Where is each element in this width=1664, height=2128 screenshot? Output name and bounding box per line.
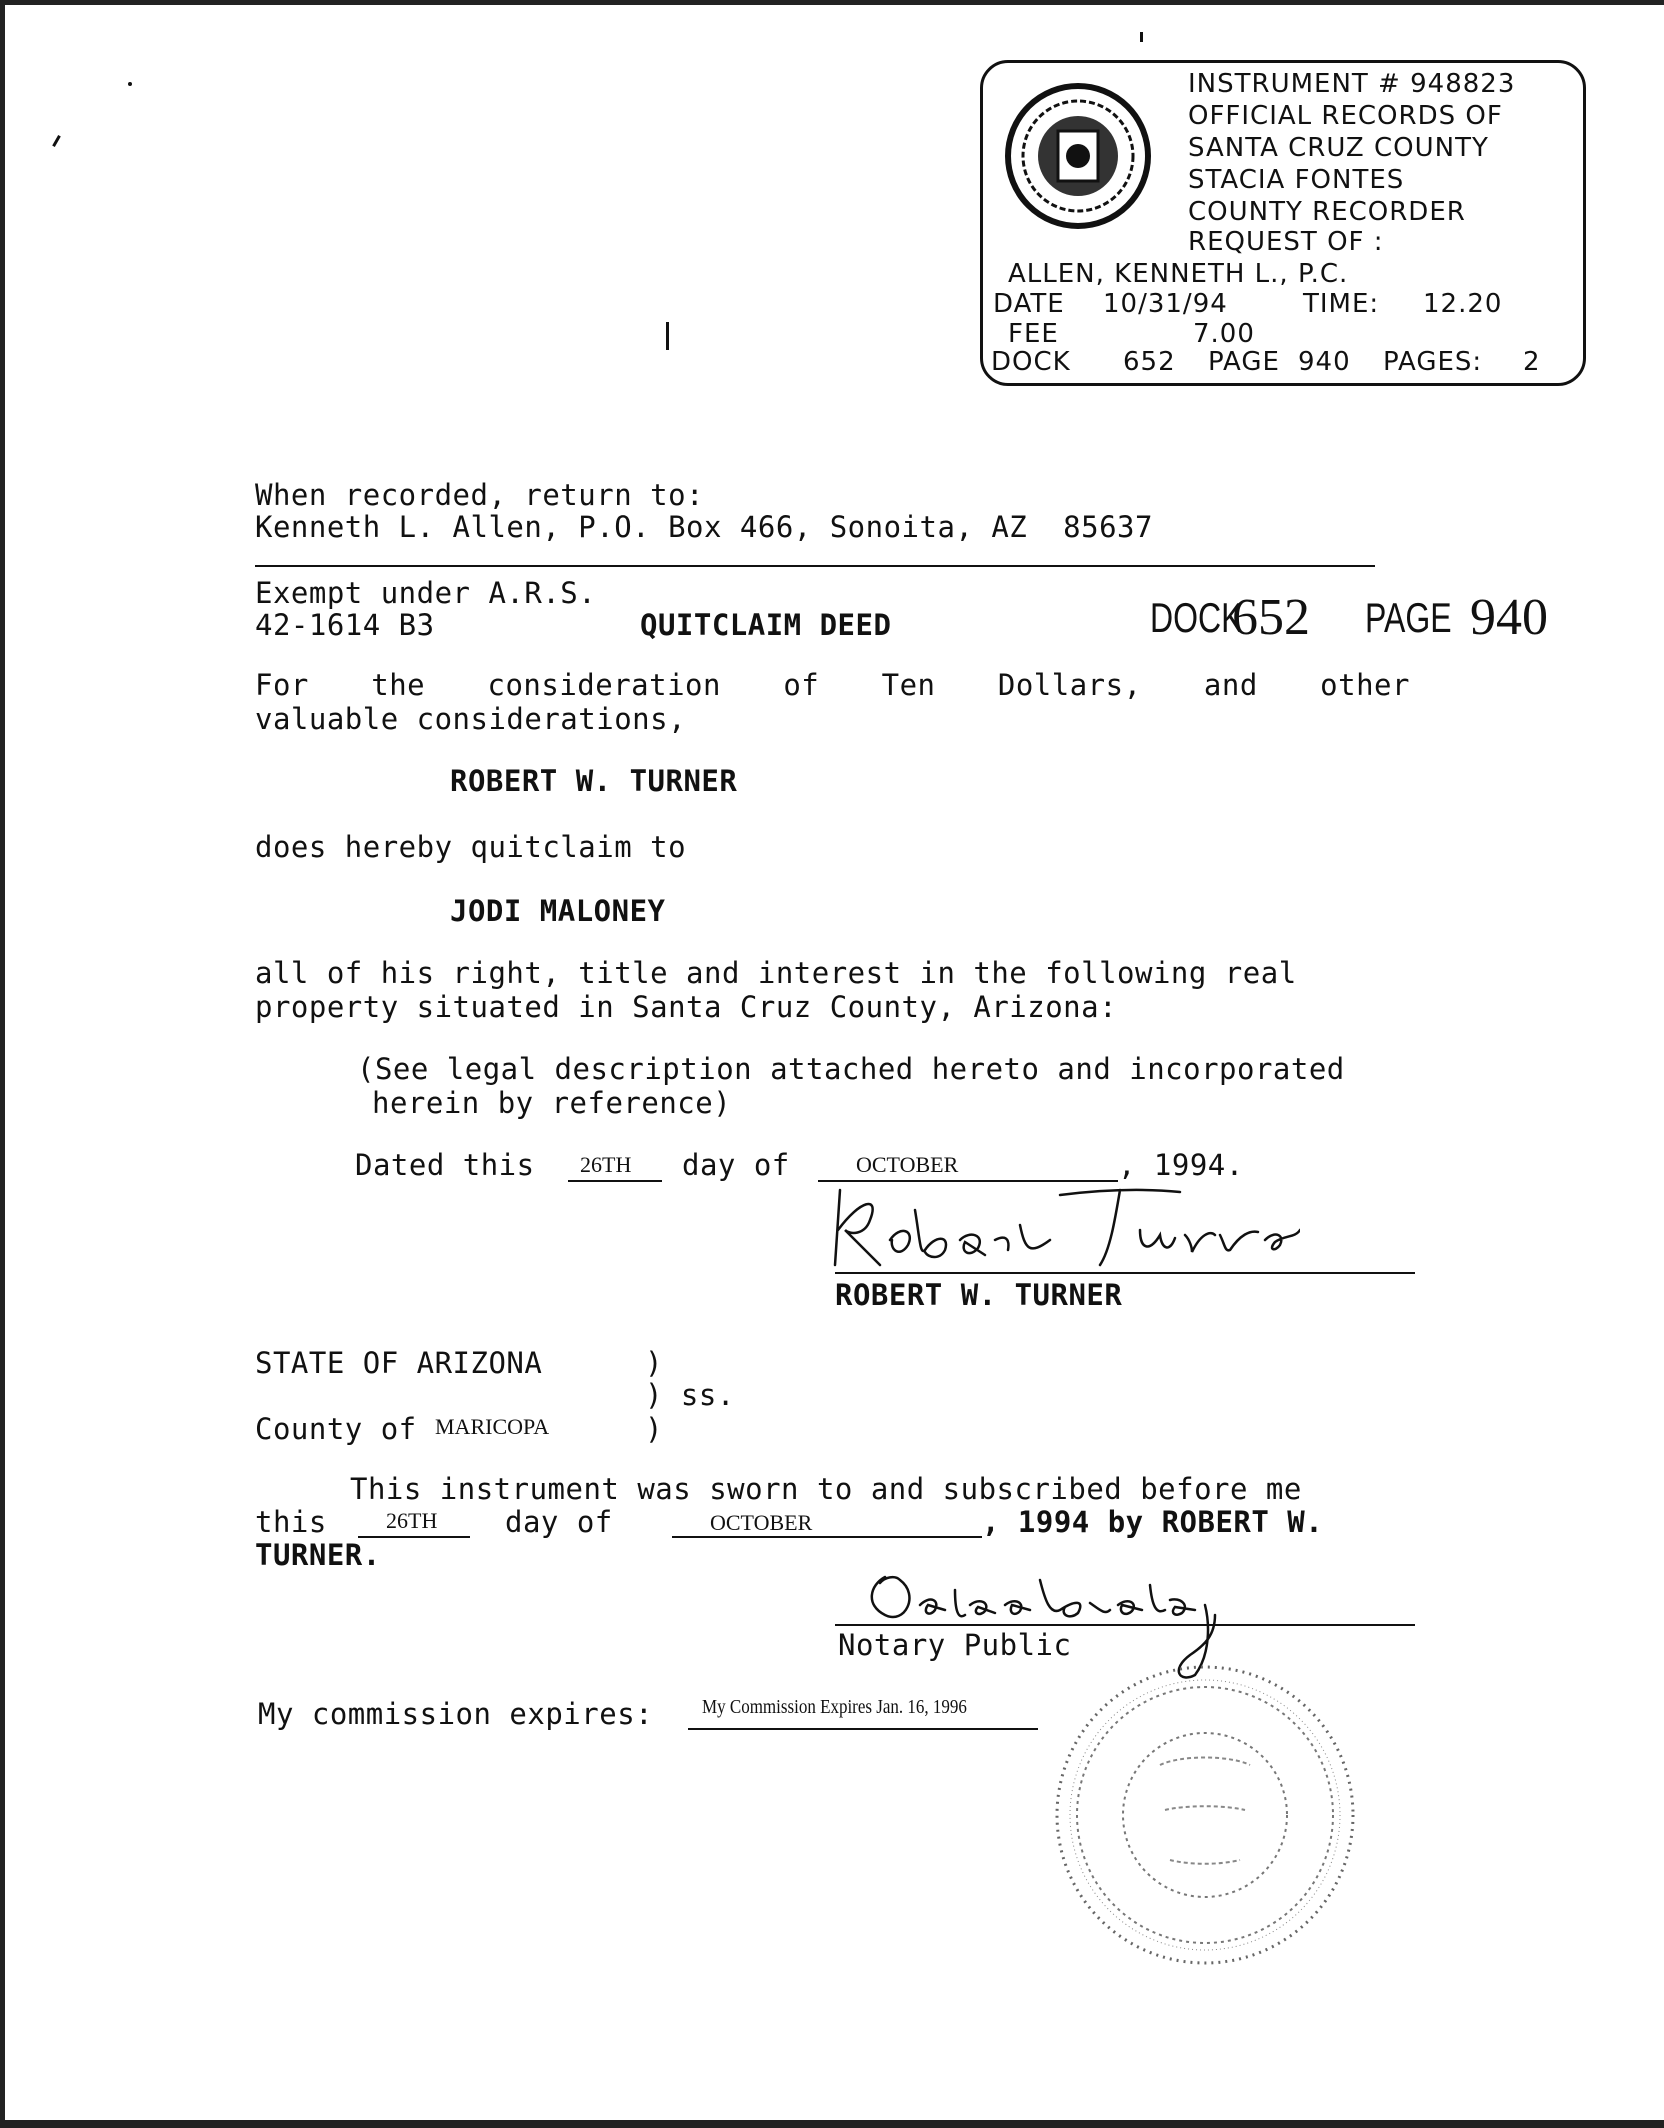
consideration-word: Ten [881, 668, 936, 702]
consideration-word: and [1203, 668, 1258, 702]
return-to-address: Kenneth L. Allen, P.O. Box 466, Sonoita, AZ 85637 [255, 510, 1153, 544]
stamp-line-4: COUNTY RECORDER [1188, 197, 1466, 227]
sworn-year-by: , 1994 by ROBERT W. [982, 1505, 1324, 1539]
dated-year: , 1994. [1118, 1148, 1244, 1182]
notary-seal-icon [1050, 1660, 1360, 1970]
stamp-time-value: 12.20 [1423, 289, 1503, 319]
header-rule [255, 565, 1375, 567]
stamp-dock-value: 652 [1123, 347, 1176, 377]
scan-edge-left [0, 0, 5, 2128]
venue-paren-1: ) [645, 1346, 663, 1380]
consideration-line-2: valuable considerations, [255, 702, 687, 736]
consideration-word: consideration [487, 668, 721, 702]
sworn-month: OCTOBER [710, 1510, 813, 1535]
consideration-word: of [783, 668, 820, 702]
stray-mark [666, 322, 669, 350]
consideration-line-1 [255, 668, 1410, 702]
stamp-line-2: SANTA CRUZ COUNTY [1188, 133, 1489, 163]
exempt-line-1: Exempt under A.R.S. [255, 576, 597, 610]
dated-month-blank [818, 1150, 1118, 1182]
stamp-date-value: 10/31/94 [1103, 289, 1228, 319]
county-seal-icon [1003, 81, 1153, 231]
signature-line [835, 1272, 1415, 1274]
venue-paren-2: ) ss. [645, 1378, 735, 1412]
grantor-signature-icon [820, 1180, 1300, 1275]
exempt-line-2: 42-1614 B3 [255, 608, 435, 642]
scan-edge-bottom [0, 2120, 1664, 2128]
sworn-line-1: This instrument was sworn to and subscribed before me [350, 1472, 1302, 1506]
commission-value: My Commission Expires Jan. 16, 1996 [702, 1696, 967, 1718]
stamp-date-label: DATE [993, 289, 1065, 319]
stamp-instrument: INSTRUMENT # 948823 [1188, 69, 1516, 99]
stamp-fee-value: 7.00 [1193, 319, 1255, 349]
stamp-page-value: 940 [1298, 347, 1351, 377]
sworn-day-of: day of [505, 1505, 613, 1539]
recorder-stamp [980, 60, 1586, 386]
interest-line-2: property situated in Santa Cruz County, Arizona: [255, 990, 1118, 1024]
stamp-requester: ALLEN, KENNETH L., P.C. [1008, 259, 1349, 289]
consideration-word: Dollars, [997, 668, 1142, 702]
venue-paren-3: ) [645, 1412, 663, 1446]
sworn-month-blank [672, 1506, 982, 1538]
notary-signature-line [835, 1624, 1415, 1626]
sworn-day: 26TH [386, 1508, 438, 1533]
stamp-line-5: REQUEST OF : [1188, 227, 1384, 257]
stamp-page-label: PAGE [1208, 347, 1280, 377]
dock-label: DOCK [1150, 594, 1243, 642]
sworn-day-blank [358, 1506, 470, 1538]
scan-speck [128, 82, 132, 86]
county-value: MARICOPA [435, 1414, 550, 1439]
stamp-pages-value: 2 [1523, 347, 1541, 377]
sworn-line-3: TURNER. [255, 1538, 381, 1572]
signature-name: ROBERT W. TURNER [835, 1278, 1123, 1312]
page-number: 940 [1470, 589, 1548, 646]
dated-day: 26TH [580, 1152, 632, 1177]
quitclaim-line: does hereby quitclaim to [255, 830, 687, 864]
commission-blank [688, 1690, 1038, 1730]
page-label: PAGE [1365, 594, 1452, 642]
legal-description-line-1: (See legal description attached hereto and incorporated [357, 1052, 1345, 1086]
state-label: STATE OF ARIZONA [255, 1346, 543, 1380]
scan-speck [1140, 32, 1143, 42]
consideration-word: For [255, 668, 309, 702]
stamp-pages-label: PAGES: [1383, 347, 1483, 377]
scan-edge-top [0, 0, 1664, 5]
notary-public-label: Notary Public [838, 1628, 1072, 1662]
dated-day-blank [568, 1150, 662, 1182]
consideration-word: the [371, 668, 426, 702]
scan-speck [52, 135, 61, 147]
legal-description-line-2: herein by reference) [372, 1086, 732, 1120]
county-label: County of [255, 1412, 417, 1446]
dated-day-of: day of [682, 1148, 790, 1182]
document-title: QUITCLAIM DEED [640, 608, 892, 642]
dock-number: 652 [1232, 589, 1310, 646]
consideration-word: other [1320, 668, 1410, 702]
dated-month: OCTOBER [856, 1152, 959, 1177]
commission-label: My commission expires: [258, 1697, 654, 1731]
return-to-label: When recorded, return to: [255, 478, 704, 512]
grantee-name: JODI MALONEY [450, 894, 666, 928]
sworn-this: this [255, 1505, 327, 1539]
grantor-name: ROBERT W. TURNER [450, 764, 738, 798]
interest-line-1: all of his right, title and interest in the following real [255, 956, 1297, 990]
stamp-line-3: STACIA FONTES [1188, 165, 1405, 195]
stamp-fee-label: FEE [1008, 319, 1059, 349]
stamp-line-1: OFFICIAL RECORDS OF [1188, 101, 1503, 131]
stamp-time-label: TIME: [1303, 289, 1380, 319]
stamp-dock-label: DOCK [991, 347, 1071, 377]
dated-prefix: Dated this [355, 1148, 535, 1182]
